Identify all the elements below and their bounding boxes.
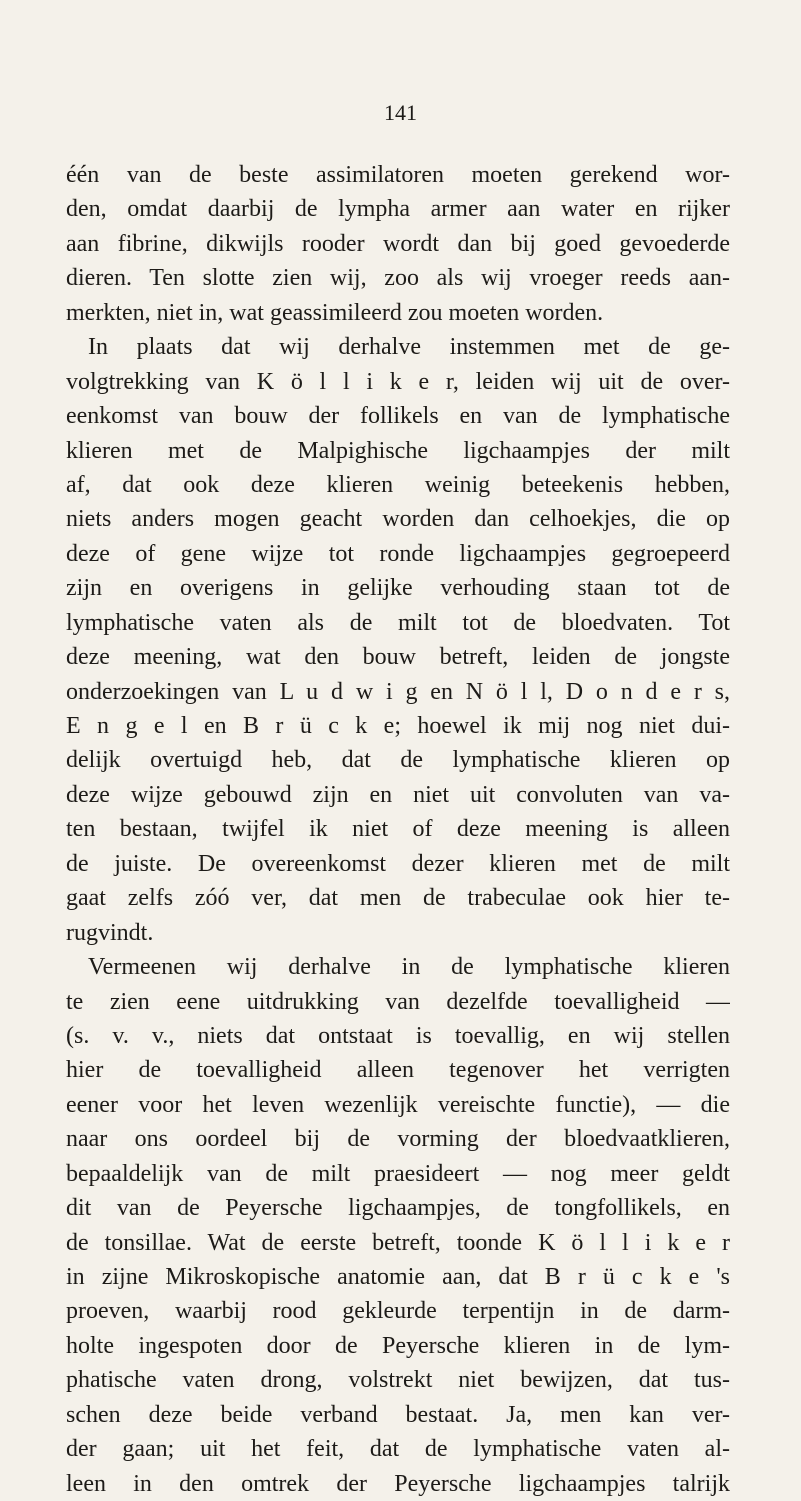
text-line: leen in den omtrek der Peyersche ligchaampjes talrijk [66,1470,730,1497]
text-line: deze meening, wat den bouw betreft, leiden de jongste [66,644,730,671]
text-line: rugvindt. [66,919,154,946]
text-line: zijn en overigens in gelijke verhouding staan tot de [66,575,730,602]
text-line: af, dat ook deze klieren weinig beteekenis hebben, [66,471,730,498]
text-line: hier de toevalligheid alleen tegenover het verrigten [66,1057,730,1084]
text-line: aan fibrine, dikwijls rooder wordt dan bij goed gevoederde [66,230,730,257]
text-line: (s. v. v., niets dat ontstaat is toevallig, en wij stellen [66,1022,730,1049]
text-line: deze of gene wijze tot ronde ligchaampjes gegroepeerd [66,540,730,567]
text-line: E n g e l en B r ü c k e; hoewel ik mij nog niet dui- [66,713,730,739]
text-line: lymphatische vaten als de milt tot de bloedvaten. Tot [66,609,730,636]
text-line: dit van de Peyersche ligchaampjes, de tongfollikels, en [66,1195,730,1222]
text-line: gaat zelfs zóó ver, dat men de trabeculae ook hier te- [66,885,730,912]
text-line: deze wijze gebouwd zijn en niet uit convoluten van va- [66,781,730,808]
text-line: den, omdat daarbij de lympha armer aan water en rijker [66,196,730,223]
body-text [66,158,730,1501]
text-line: eenkomst van bouw der follikels en van de lymphatische [66,403,730,430]
text-line: onderzoekingen van L u d w i g en N ö l l, D o n d e r s, [66,678,730,705]
text-line: dieren. Ten slotte zien wij, zoo als wij vroeger reeds aan- [66,265,730,292]
text-line: klieren met de Malpighische ligchaampjes der milt [66,437,730,464]
text-line: niets anders mogen geacht worden dan celhoekjes, die op [66,506,730,533]
text-line: der gaan; uit het feit, dat de lymphatische vaten al- [66,1436,730,1463]
text-line: naar ons oordeel bij de vorming der bloedvaatklieren, [66,1126,730,1153]
text-line: de tonsillae. Wat de eerste betreft, toonde K ö l l i k e r [66,1229,730,1256]
text-line: In plaats dat wij derhalve instemmen met de ge- [88,334,730,361]
text-line: eener voor het leven wezenlijk vereischte functie), — die [66,1091,730,1118]
text-line: holte ingespoten door de Peyersche klieren in de lym- [66,1332,730,1359]
text-line: in zijne Mikroskopische anatomie aan, dat B r ü c k e 's [66,1264,730,1290]
text-line: te zien eene uitdrukking van dezelfde toevalligheid — [66,988,730,1015]
text-line: één van de beste assimilatoren moeten gerekend wor- [66,162,730,188]
text-line: Vermeenen wij derhalve in de lymphatische klieren [88,954,730,981]
text-line: bepaaldelijk van de milt praesideert — nog meer geldt [66,1160,730,1187]
text-line: schen deze beide verband bestaat. Ja, men kan ver- [66,1401,730,1428]
page-number: 141 [384,100,417,125]
text-line: phatische vaten drong, volstrekt niet bewijzen, dat tus- [66,1367,730,1394]
text-line: volgtrekking van K ö l l i k e r, leiden wij uit de over- [66,368,730,395]
text-line: proeven, waarbij rood gekleurde terpentijn in de darm- [66,1298,730,1325]
text-line: de juiste. De overeenkomst dezer klieren met de milt [66,850,730,877]
text-line: merkten, niet in, wat geassimileerd zou moeten worden. [66,299,604,326]
text-line: delijk overtuigd heb, dat de lymphatische klieren op [66,747,730,774]
text-line: ten bestaan, twijfel ik niet of deze meening is alleen [66,816,730,843]
